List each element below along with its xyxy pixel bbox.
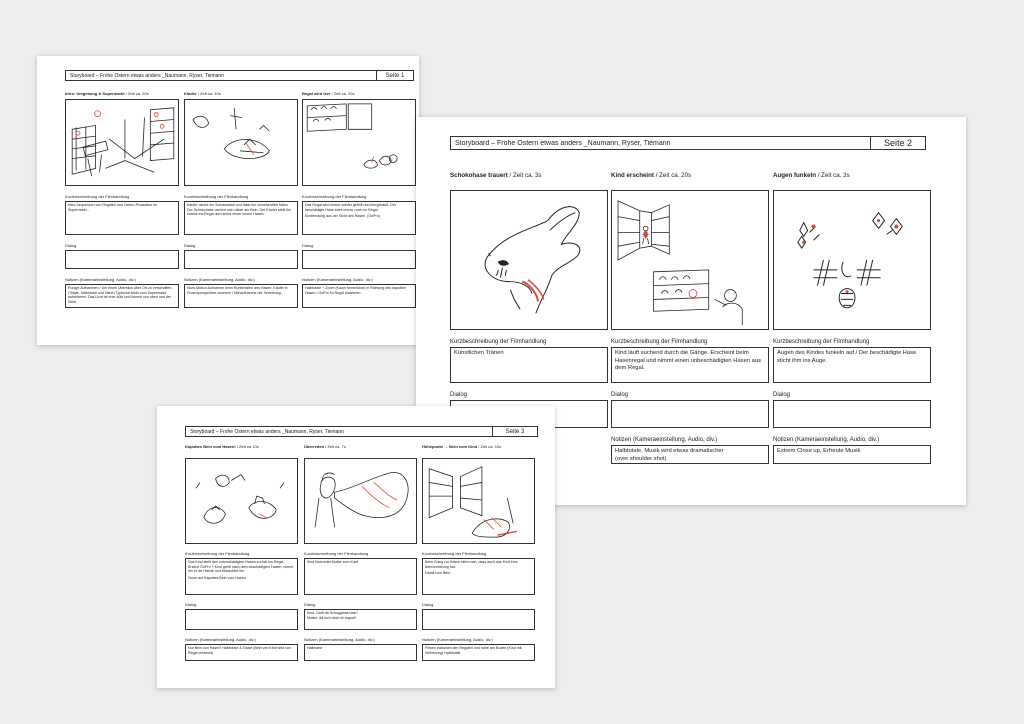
scene-title: Schokohase trauert / Zeit ca. 3s — [450, 172, 542, 179]
dialog-label: Dialog — [773, 392, 791, 398]
description-box: Künstlichen Tränen — [450, 347, 608, 383]
scene-panel — [65, 91, 179, 308]
sketch-shelf — [303, 100, 415, 185]
page-number: Seite 2 — [870, 137, 925, 149]
dialog-label: Dialog — [304, 602, 316, 607]
notes-label: Notizen (Kameraeinstellung, Audio, div.) — [184, 277, 255, 282]
notes-label: Notizen (Kameraeinstellung, Audio, div.) — [611, 437, 718, 443]
description-box: Beim Gang zur Kasse sieht man, dass auch das Kind eine Beinverletzung hat. Detail vom Bein. — [422, 558, 535, 595]
description-label: Kurzbeschreibung der Filmhandlung — [422, 551, 487, 556]
scene-panel — [184, 91, 298, 308]
dialog-label: Dialog — [302, 243, 314, 248]
description-box: Käufer nimmt ein Schokohase und lässt ihn versehentlich fallen. Der Schokohase verletzt sich dabei am Bein. Der Käufer stellt ihn zurück ins Regal und nimmt einen neuen Hasen. — [184, 201, 298, 235]
scene-title: Intro: Umgebung & Supermarkt / Zeit ca. 20s — [65, 91, 149, 96]
sketch-child-aisle — [612, 191, 768, 329]
dialog-label: Dialog — [450, 392, 468, 398]
sketch-frame — [773, 190, 931, 330]
dialog-box — [611, 400, 769, 428]
notes-label: Notizen (Kameraeinstellung, Audio, div.) — [422, 637, 493, 642]
page-number: Seite 1 — [376, 71, 413, 80]
description-box: Das Kind stellt den unbeschädigten Hasen zurück ins Regal. Ersetzt GoPro + Kind greift nach dem beschädigten Hasen, nimmt ihn in die Hände und betrachtet ihn. Zoom auf Kaputtes Bein vom Hasen. — [185, 558, 298, 595]
scene-panel — [422, 444, 535, 661]
dialog-box — [185, 609, 298, 630]
dialog-label: Dialog — [611, 392, 629, 398]
notes-box: Nur Bein von Hase!!! Halbtotale & Totale (Bein von Kind wird von Regal verdeckt) — [185, 644, 298, 661]
scene-title: Höhepunkt → Bein vom Kind / Zeit ca. 10s — [422, 444, 502, 449]
notes-box: Extrem Close up, Erfreute Musik — [773, 445, 931, 464]
storyboard-title: Storyboard – Frohe Ostern etwas anders _Naumann, Ryser, Tiemann — [455, 139, 671, 147]
sketch-frame — [302, 99, 416, 186]
description-box: Intro-Sequenzen von Regalen und Ostern-Produkten im Supermarkt… — [65, 201, 179, 235]
sketch-child-mother — [305, 459, 416, 543]
storyboard-title: Storyboard – Frohe Ostern etwas anders _Naumann, Ryser, Tiemann — [70, 72, 224, 79]
description-label: Kurzbeschreibung der Filmhandlung — [184, 194, 249, 199]
notes-label: Notizen (Kameraeinstellung, Audio, div.) — [302, 277, 373, 282]
page-header — [450, 136, 926, 150]
storyboard-title: Storyboard – Frohe Ostern etwas anders _Naumann, Ryser, Tiemann — [190, 428, 344, 435]
scene-title: Kind erscheint / Zeit ca. 20s — [611, 172, 692, 179]
sketch-dropped-bunny — [185, 100, 297, 185]
scene-panel — [773, 172, 931, 464]
scene-panel — [304, 444, 417, 661]
scene-panel — [185, 444, 298, 661]
notes-box: Filmen zwischen den Regalen und nahe am Boden (Kind mit Verletzung) Halbtotale — [422, 644, 535, 661]
dialog-box — [65, 250, 179, 269]
page-header — [65, 70, 414, 81]
description-label: Kurzbeschreibung der Filmhandlung — [185, 551, 250, 556]
scene-title: Käufer / Zeit ca. 10s — [184, 91, 221, 96]
scene-panel — [450, 172, 608, 428]
description-label: Kurzbeschreibung der Filmhandlung — [304, 551, 369, 556]
storyboard-page-3 — [157, 406, 555, 688]
notes-label: Notizen (Kameraeinstellung, Audio, div.) — [773, 437, 880, 443]
sketch-child-leg — [423, 459, 534, 543]
notes-box: Slow-Motion Aufnahme beim Runterfallen des Hasen. Käufer in Froschperspektive zusehen / Nahaufnahme der Verletzung. — [184, 284, 298, 308]
scene-title: Regal wird leer / Zeit ca. 20s — [302, 91, 355, 96]
dialog-label: Dialog — [65, 243, 77, 248]
description-box: Kind läuft suchend durch die Gänge. Erscheint beim Hasenregal und nimmt einen unbeschädigten Hasen aus dem Regal. — [611, 347, 769, 383]
notes-box: Ruhige Aufnahmen / Um einen Überblick über Ort zu verschaffen. (Totale, Halbtotale und Nahe) Typische Ambi vom Supermarkt aufnehmen. Das Licht ist eher kühl und kommt von oben und der Seite. — [65, 284, 179, 308]
description-label: Kurzbeschreibung der Filmhandlung — [611, 339, 708, 345]
scene-title: Kaputtes Bein vom Hasen! / Zeit ca 10s — [185, 444, 259, 449]
sketch-frame — [611, 190, 769, 330]
dialog-label: Dialog — [185, 602, 197, 607]
notes-label: Notizen (Kameraeinstellung, Audio, div.) — [304, 637, 375, 642]
sketch-sparkling-eyes — [774, 191, 930, 329]
dialog-box — [184, 250, 298, 269]
scene-panel — [611, 172, 769, 464]
description-label: Kurzbeschreibung der Filmhandlung — [302, 194, 367, 199]
storyboard-page-1 — [37, 56, 419, 345]
sketch-supermarket-aisle — [66, 100, 178, 185]
page-number: Seite 3 — [492, 427, 537, 436]
description-box: Augen des Kindes funkeln auf / Der beschädigte Hase sticht ihm ins Auge. — [773, 347, 931, 383]
scene-panel — [302, 91, 416, 308]
scene-title: Überreden / Zeit ca. 7s — [304, 444, 346, 449]
description-box: Kind überredet Mutter zum Kauf — [304, 558, 417, 595]
description-label: Kurzbeschreibung der Filmhandlung — [65, 194, 130, 199]
notes-label: Notizen (Kameraeinstellung, Audio, div.) — [65, 277, 136, 282]
dialog-label: Dialog — [422, 602, 434, 607]
dialog-box: Kind: Darfi dä Schoggihas hasi? Mutter: dä isch doch eh kaputt! — [304, 609, 417, 630]
notes-box: Halbtotale, Musik wird etwas dramatischer (over shoulder shot) — [611, 445, 769, 464]
notes-box: Halbnahe — [304, 644, 417, 661]
dialog-box — [302, 250, 416, 269]
description-label: Kurzbeschreibung der Filmhandlung — [450, 339, 547, 345]
dialog-box — [773, 400, 931, 428]
notes-label: Notizen (Kameraeinstellung, Audio, div.) — [185, 637, 256, 642]
sketch-frame — [65, 99, 179, 186]
sketch-frame — [422, 458, 535, 544]
notes-box: Halbtotale + Zoom (Kaum bemerkbar) in Richtung des kaputten Hasen / GoPro im Regal platzieren — [302, 284, 416, 308]
sketch-frame — [304, 458, 417, 544]
page-header — [185, 426, 538, 437]
scene-title: Augen funkeln / Zeit ca. 3s — [773, 172, 850, 179]
sketch-frame — [450, 190, 608, 330]
dialog-label: Dialog — [184, 243, 196, 248]
sketch-hands-bunny — [186, 459, 297, 543]
sketch-crying-bunny — [451, 191, 607, 329]
description-label: Kurzbeschreibung der Filmhandlung — [773, 339, 870, 345]
sketch-frame — [184, 99, 298, 186]
dialog-box — [422, 609, 535, 630]
sketch-frame — [185, 458, 298, 544]
description-box: Das Regal wird immer wieder gefüllt und leergekauft. Der beschädigte Hase steht immer noch im Regal. Einblendung aus der Sicht des Hasen. (GoPro) — [302, 201, 416, 235]
